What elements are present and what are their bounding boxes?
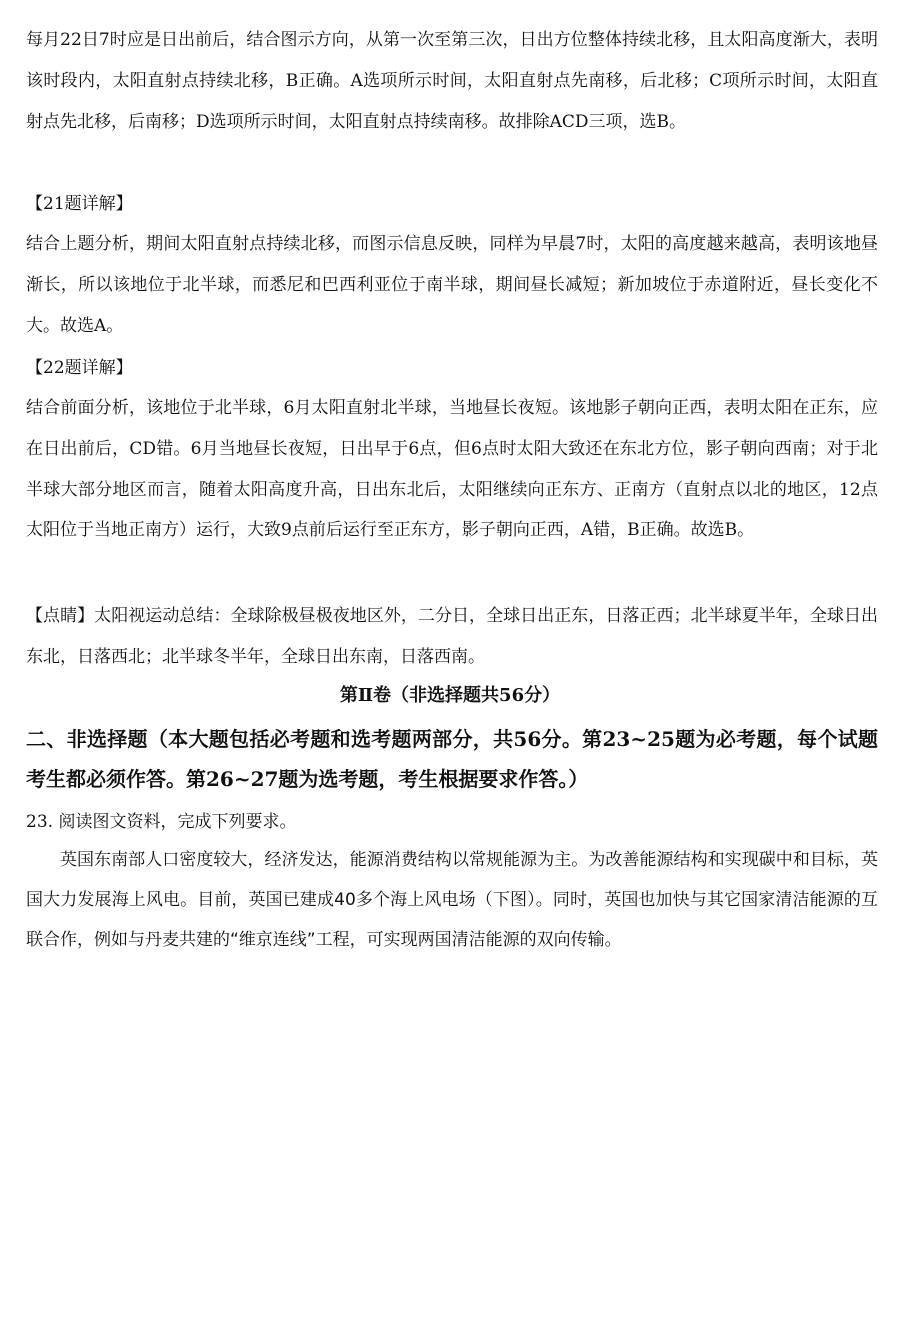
section-title: 二、非选择题（本大题包括必考题和选考题两部分，共56分。第23~25题为必考题，每个试题考生都必须作答。第26~27题为选考题，考生根据要求作答。）	[26, 727, 878, 791]
tip-paragraph: 【点睛】太阳视运动总结：全球除极昼极夜地区外，二分日，全球日出正东，日落正西；北半球夏半年，全球日出东北，日落西北；北半球冬半年，全球日出东南，日落西南。	[26, 606, 878, 667]
question-22-heading: 【22题详解】	[26, 358, 133, 378]
volume-title: 第Ⅱ卷（非选择题共56分）	[339, 685, 561, 706]
question-21-heading: 【21题详解】	[26, 194, 133, 214]
intro-paragraph: 每月22日7时应是日出前后，结合图示方向，从第一次至第三次，日出方位整体持续北移，且太阳高度渐大，表明该时段内，太阳直射点持续北移，B正确。A选项所示时间，太阳直射点先南移，后北移；C项所示时间，太阳直射点先北移，后南移；D选项所示时间，太阳直射点持续南移。故排除ACD三项，选B。	[26, 30, 878, 132]
question-23-prompt: 23. 阅读图文资料，完成下列要求。	[26, 812, 297, 832]
question-21-explanation: 结合上题分析，期间太阳直射点持续北移，而图示信息反映，同样为早晨7时，太阳的高度越来越高，表明该地昼渐长，所以该地位于北半球，而悉尼和巴西利亚位于南半球，期间昼长减短；新加坡位于赤道附近，昼长变化不大。故选A。	[26, 234, 878, 336]
question-22-explanation: 结合前面分析，该地位于北半球，6月太阳直射北半球，当地昼长夜短。该地影子朝向正西，表明太阳在正东，应在日出前后，CD错。6月当地昼长夜短，日出早于6点，但6点时太阳大致还在东北方位，影子朝向西南；对于北半球大部分地区而言，随着太阳高度升高，日出东北后，太阳继续向正东方、正南方（直射点以北的地区，12点太阳位于当地正南方）运行，大致9点前后运行至正东方，影子朝向正西，A错，B正确。故选B。	[26, 398, 878, 541]
question-23-passage: 英国东南部人口密度较大，经济发达，能源消费结构以常规能源为主。为改善能源结构和实现碳中和目标，英国大力发展海上风电。目前，英国已建成40多个海上风电场（下图）。同时，英国也加快与其它国家清洁能源的互联合作，例如与丹麦共建的“维京连线”工程，可实现两国清洁能源的双向传输。	[26, 850, 878, 950]
